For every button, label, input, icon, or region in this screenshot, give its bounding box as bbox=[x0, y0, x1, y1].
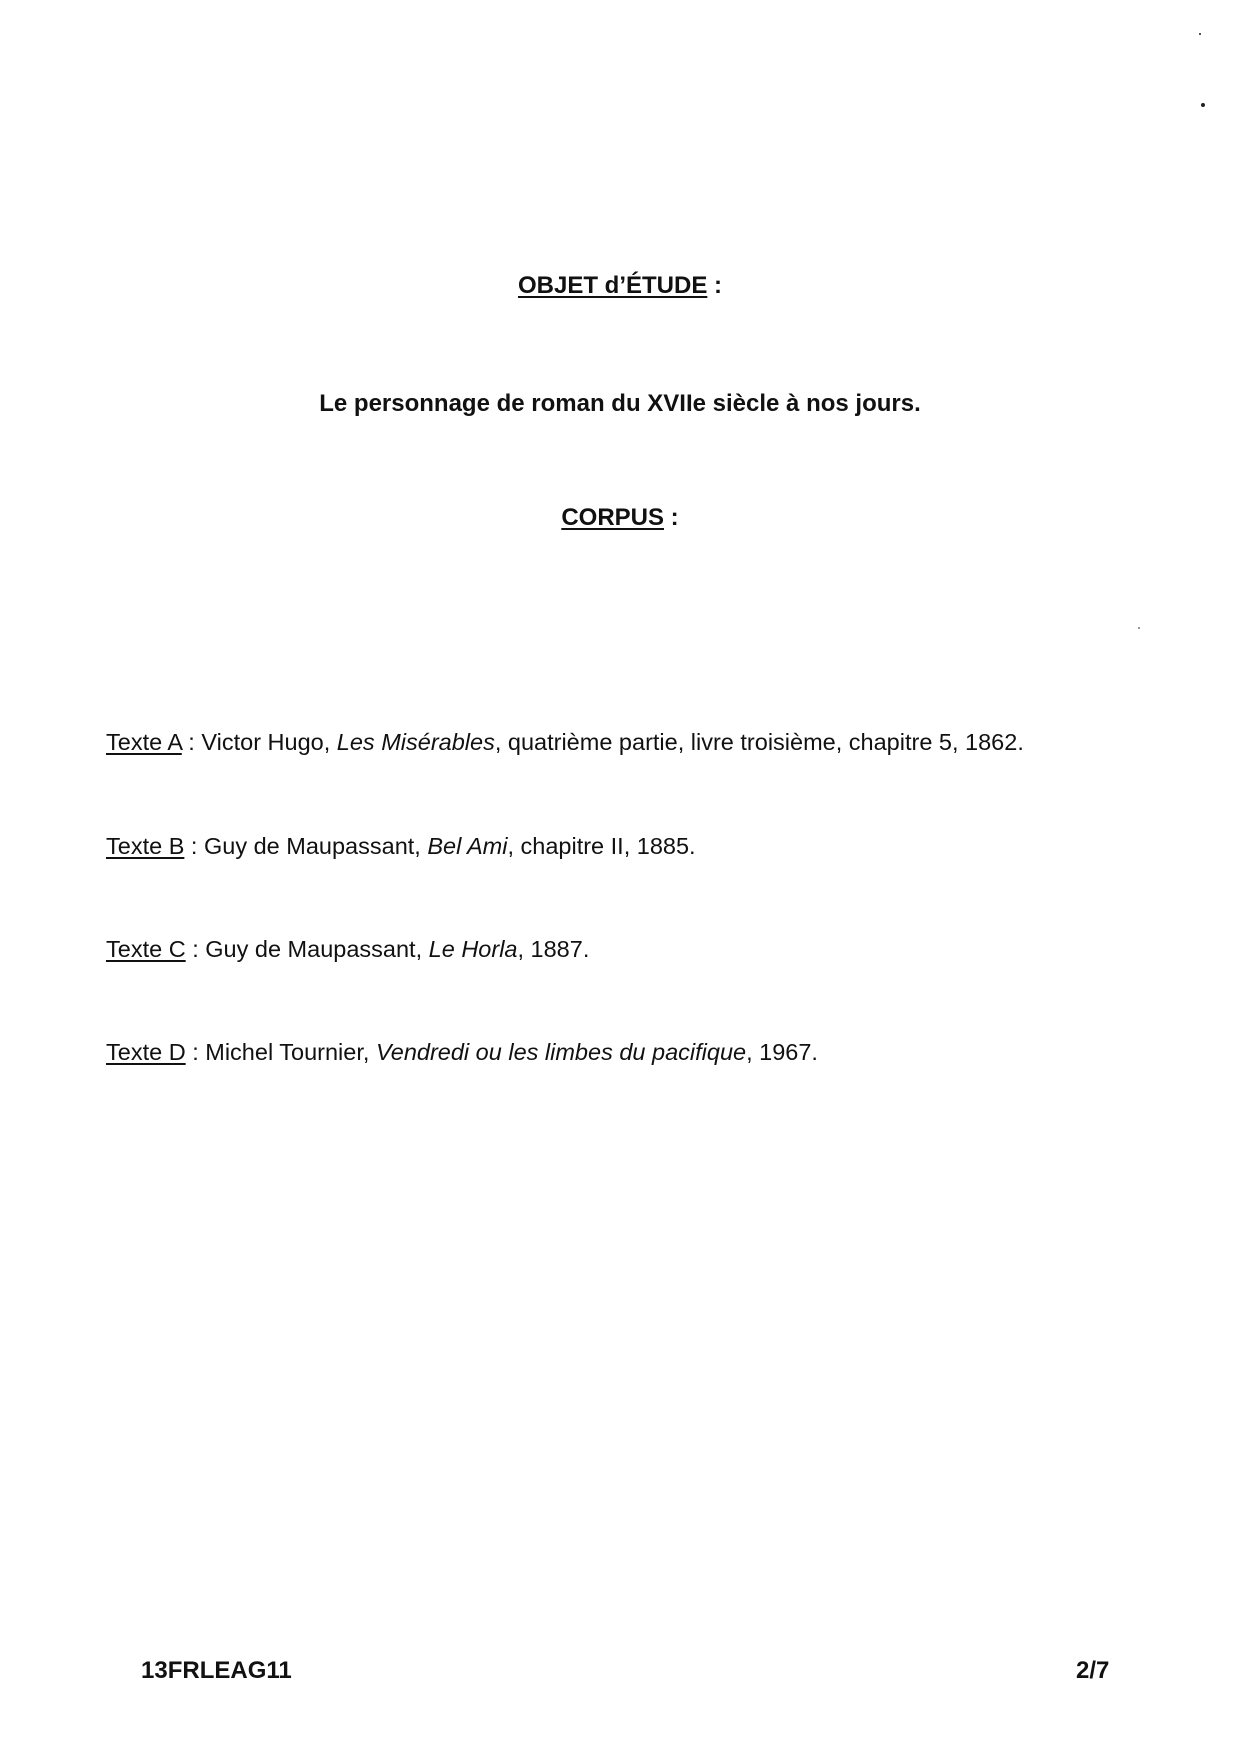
text-label: Texte B bbox=[106, 833, 185, 859]
corpus-suffix: : bbox=[664, 504, 679, 531]
text-separator: : bbox=[184, 833, 204, 859]
text-separator: : bbox=[185, 1039, 206, 1065]
document-code: 13FRLEAG11 bbox=[141, 1657, 292, 1684]
text-details: , 1967. bbox=[746, 1039, 818, 1065]
text-details: , chapitre II, 1885. bbox=[507, 833, 696, 859]
objet-heading bbox=[0, 272, 1240, 300]
text-work-title: Bel Ami bbox=[427, 833, 508, 859]
text-author: Victor Hugo, bbox=[201, 729, 337, 755]
text-separator: : bbox=[185, 936, 206, 962]
text-author: Guy de Maupassant, bbox=[205, 936, 429, 962]
text-label: Texte C bbox=[106, 936, 186, 962]
text-author: Michel Tournier, bbox=[205, 1039, 376, 1065]
text-label: Texte A bbox=[106, 729, 182, 755]
scan-speck bbox=[1199, 33, 1201, 35]
corpus-heading bbox=[0, 504, 1240, 532]
text-separator: : bbox=[181, 729, 202, 755]
page-number: 2/7 bbox=[1076, 1657, 1110, 1684]
text-entry-a bbox=[106, 728, 1024, 756]
corpus-label: CORPUS bbox=[561, 504, 664, 531]
scan-speck bbox=[1201, 103, 1205, 107]
text-entry-d bbox=[106, 1038, 818, 1066]
text-label: Texte D bbox=[106, 1039, 186, 1065]
text-entry-c bbox=[106, 935, 589, 963]
text-author: Guy de Maupassant, bbox=[203, 833, 428, 859]
text-details: , 1887. bbox=[517, 936, 590, 962]
text-entry-b bbox=[106, 832, 696, 860]
text-work-title: Vendredi ou les limbes du pacifique bbox=[375, 1039, 747, 1065]
text-work-title: Les Misérables bbox=[336, 729, 495, 755]
text-details: , quatrième partie, livre troisième, chapitre 5, 1862. bbox=[494, 729, 1024, 755]
subject-line: Le personnage de roman du XVIIe siècle à nos jours. bbox=[319, 390, 921, 417]
text-work-title: Le Horla bbox=[428, 936, 518, 962]
scan-speck bbox=[1138, 627, 1140, 629]
objet-suffix: : bbox=[707, 272, 723, 299]
objet-label: OBJET d’ÉTUDE bbox=[517, 272, 708, 299]
